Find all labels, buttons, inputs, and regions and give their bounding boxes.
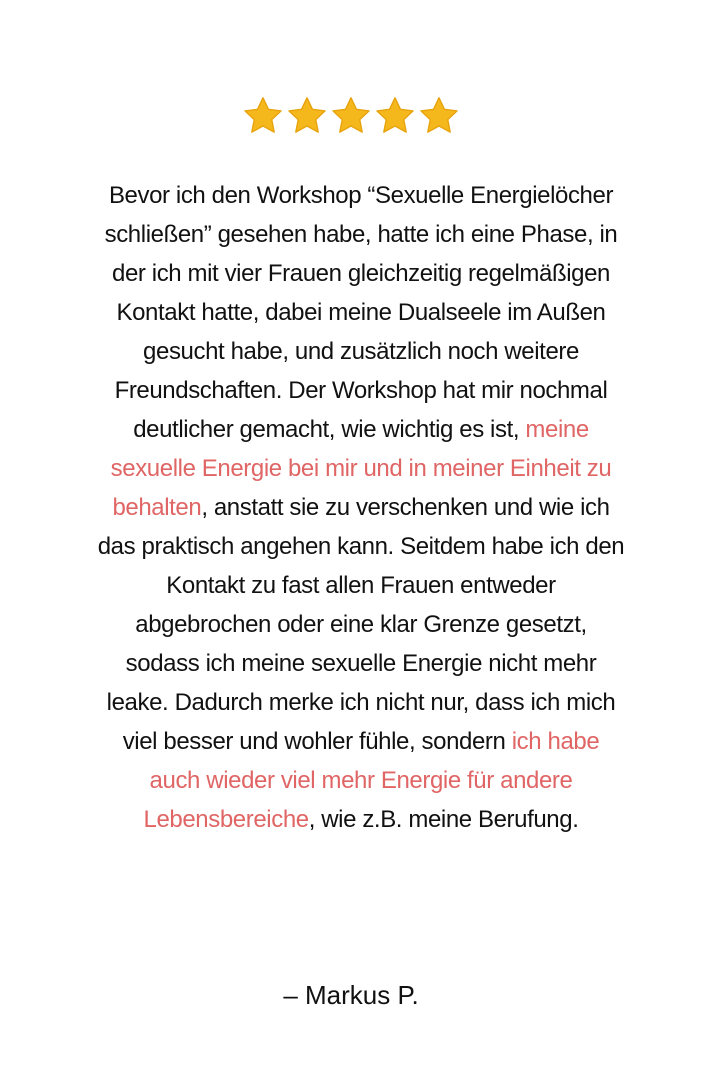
testimonial-quote (96, 176, 626, 839)
quote-highlight: ich habe auch wieder viel mehr Energie für andere Lebensbereiche (143, 728, 600, 833)
star-icon (286, 95, 328, 137)
quote-text: Bevor ich den Workshop “Sexuelle Energielöcher schließen” gesehen habe, hatte ich eine Phase, in der ich mit vier Frauen gleichzeitig regelmäßigen Kontakt hatte, dabei meine Dualseele im Außen gesucht habe, und zusätzlich noch weitere Freundschaften. Der Workshop hat mir nochmal deutlicher gemacht, wie wichtig es ist, (104, 182, 618, 443)
testimonial-author: – Markus P. (283, 980, 419, 1010)
star-rating (0, 95, 702, 137)
star-icon (374, 95, 416, 137)
star-icon (418, 95, 460, 137)
star-icon (242, 95, 284, 137)
quote-highlight: meine sexuelle Energie bei mir und in meiner Einheit zu behalten (110, 416, 612, 521)
quote-text: , anstatt sie zu verschenken und wie ich das praktisch angehen kann. Seitdem habe ich den Kontakt zu fast allen Frauen entweder abgebrochen oder eine klar Grenze gesetzt, sodass ich meine sexuelle Energie nicht mehr leake. Dadurch merke ich nicht nur, dass ich mich viel besser und wohler fühle, sondern (97, 494, 625, 755)
star-icon (330, 95, 372, 137)
quote-text: , wie z.B. meine Berufung. (308, 806, 579, 833)
